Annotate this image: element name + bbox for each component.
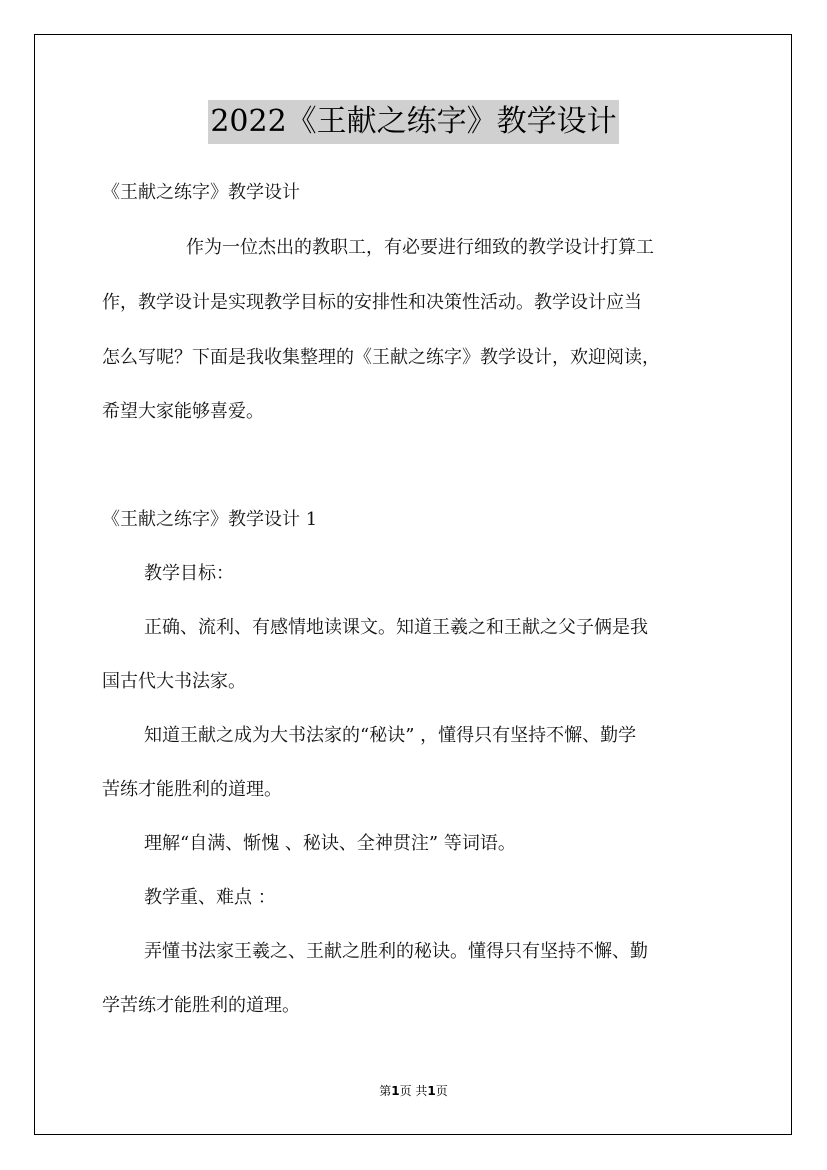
goal2-line-1: 知道王献之成为大书法家的“秘诀” ，懂得只有坚持不懈、勤学	[144, 725, 637, 746]
footer-page-suffix: 页	[435, 1084, 448, 1098]
footer-page-mid: 页 共	[399, 1084, 428, 1098]
goal2-line-2: 苦练才能胜利的道理。	[102, 779, 282, 800]
subtitle: 《王献之练字》教学设计	[102, 182, 300, 203]
intro-line-4: 希望大家能够喜爱。	[102, 401, 264, 422]
goal3-line: 理解“自满、惭愧 、秘诀、全神贯注” 等词语。	[144, 833, 516, 854]
document-title: 2022《王献之练字》教学设计	[208, 100, 618, 144]
footer-page-current: 1	[391, 1084, 400, 1098]
key-points-line-2: 学苦练才能胜利的道理。	[102, 995, 300, 1016]
section-heading: 《王献之练字》教学设计 1	[102, 509, 318, 530]
page-footer	[0, 1082, 827, 1100]
intro-line-1: 作为一位杰出的教职工，有必要进行细致的教学设计打算工	[186, 237, 654, 258]
goal1-line-1: 正确、流利、有感情地读课文。知道王羲之和王献之父子俩是我	[144, 617, 648, 638]
goals-label: 教学目标：	[144, 563, 234, 584]
title-container	[0, 100, 827, 144]
intro-line-2: 作，教学设计是实现教学目标的安排性和决策性活动。教学设计应当	[102, 292, 642, 313]
key-points-line-1: 弄懂书法家王羲之、王献之胜利的秘诀。懂得只有坚持不懈、勤	[144, 941, 648, 962]
key-points-label: 教学重、难点 ：	[144, 887, 276, 908]
goal1-line-2: 国古代大书法家。	[102, 671, 246, 692]
footer-page-total: 1	[427, 1084, 436, 1098]
footer-page-prefix: 第	[379, 1084, 392, 1098]
intro-line-3: 怎么写呢？下面是我收集整理的《王献之练字》教学设计，欢迎阅读，	[102, 347, 660, 368]
